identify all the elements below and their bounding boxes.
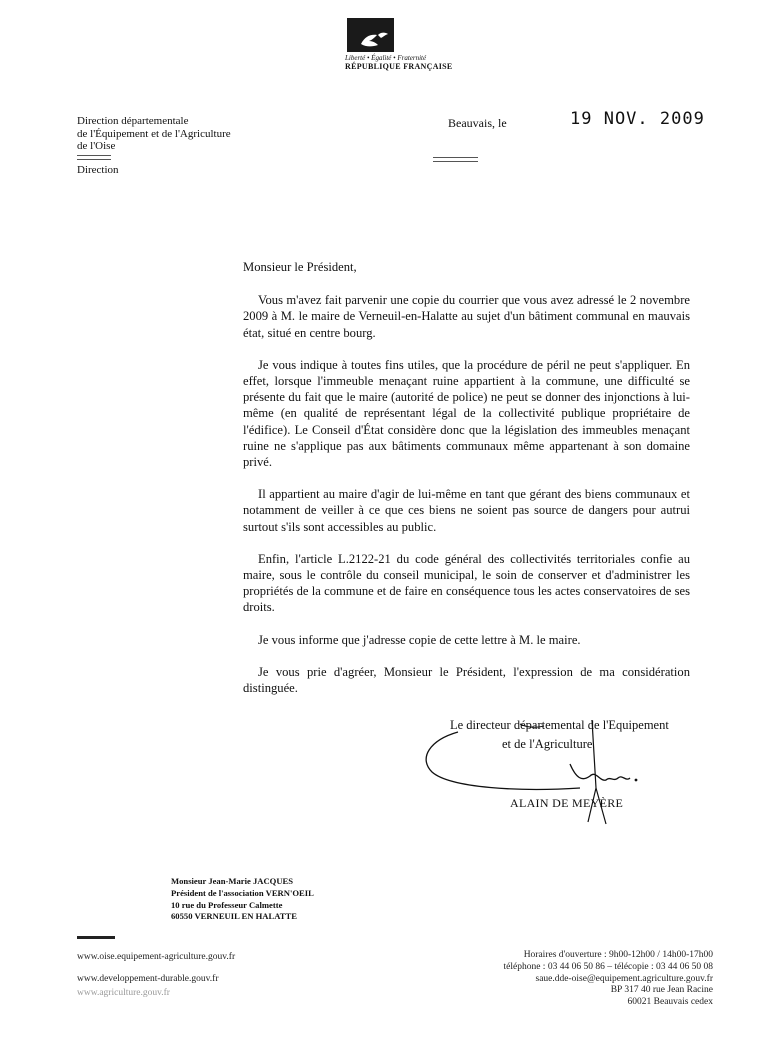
republic-name: RÉPUBLIQUE FRANÇAISE [345,62,453,71]
sender-line: Direction [77,163,119,176]
divider [77,155,111,160]
signatory-title: et de l'Agriculture [502,737,593,751]
divider [433,157,478,162]
contact-email[interactable]: saue.dde-oise@equipement.agriculture.gouv.fr [535,973,713,984]
handwritten-signature-icon [410,718,710,828]
letter-paragraph: Enfin, l'article L.2122-21 du code général des collectivités territoriales confie au maire, sous le contrôle du conseil municipal, le soin de conserver et d'administrer les propriétés de la commune et de faire en conséquence tous les actes conservatoires de ses droits. [243,551,690,615]
letter-paragraph: Il appartient au maire d'agir de lui-même en tant que gérant des biens communaux et notamment de veiller à ce que ces biens ne soient pas source de dangers pour autrui surtout s'ils sont accessibles au public. [243,487,690,534]
opening-hours: Horaires d'ouverture : 9h00-12h00 / 14h00-17h00 [523,950,713,960]
letter-paragraph: Vous m'avez fait parvenir une copie du courrier que vous avez adressé le 2 novembre 2009 à M. le maire de Verneuil-en-Halatte au sujet d'un bâtiment communal en mauvais état, situé en centre bourg. [243,293,690,340]
letter-paragraph: Je vous informe que j'adresse copie de cette lettre à M. le maire. [258,632,581,647]
republic-motto: Liberté • Égalité • Fraternité [345,54,427,62]
footer-contact [504,950,714,1009]
website-link[interactable]: www.agriculture.gouv.fr [77,988,170,998]
letter-paragraph: Je vous prie d'agréer, Monsieur le Président, l'expression de ma considération distinguée. [243,664,690,696]
recipient-line: 10 rue du Professeur Calmette [171,899,283,910]
signatory-name: ALAIN DE MEYÈRE [510,796,624,810]
recipient-address [171,876,314,923]
letter-body [243,259,690,712]
letter-date-stamp: 19 NOV. 2009 [570,109,705,129]
marianne-logo-icon [347,18,415,52]
salutation: Monsieur le Président, [243,260,357,274]
signatory-title: Le directeur départemental de l'Equipement [450,718,669,732]
sender-line: de l'Équipement et de l'Agriculture [77,127,231,140]
sender-line: de l'Oise [77,140,116,152]
republic-logo [345,18,453,71]
recipient-line: Président de l'association VERN'OEIL [171,887,314,898]
recipient-line: Monsieur Jean-Marie JACQUES [171,876,294,886]
sender-block [77,115,277,176]
website-link[interactable]: www.oise.equipement-agriculture.gouv.fr [77,952,236,962]
footer-websites [77,950,235,1000]
sender-line: Direction départementale [77,115,189,127]
letter-place: Beauvais, le [448,116,507,130]
postal-address: BP 317 40 rue Jean Racine [610,985,713,996]
letter-paragraph: Je vous indique à toutes fins utiles, que la procédure de péril ne peut s'appliquer. En effet, lorsque l'immeuble menaçant ruine appartient à la commune, une difficulté se présente du fait que le maire (autorité de police) ne peut se donner des injonctions à lui-même (en qualité de représentant légal de la collectivité publique propriétaire de l'édifice). Le Conseil d'État considère donc que la législation des immeubles menaçant ruine ne s'applique pas aux bâtiments communaux même appartenant à son domaine privé. [243,357,690,470]
postal-address: 60021 Beauvais cedex [627,997,713,1008]
phone-fax: téléphone : 03 44 06 50 86 – télécopie : 03 44 06 50 08 [503,961,713,972]
recipient-line: 60550 VERNEUIL EN HALATTE [171,911,297,922]
footer-divider [77,936,115,939]
website-link[interactable]: www.developpement-durable.gouv.fr [77,974,219,984]
